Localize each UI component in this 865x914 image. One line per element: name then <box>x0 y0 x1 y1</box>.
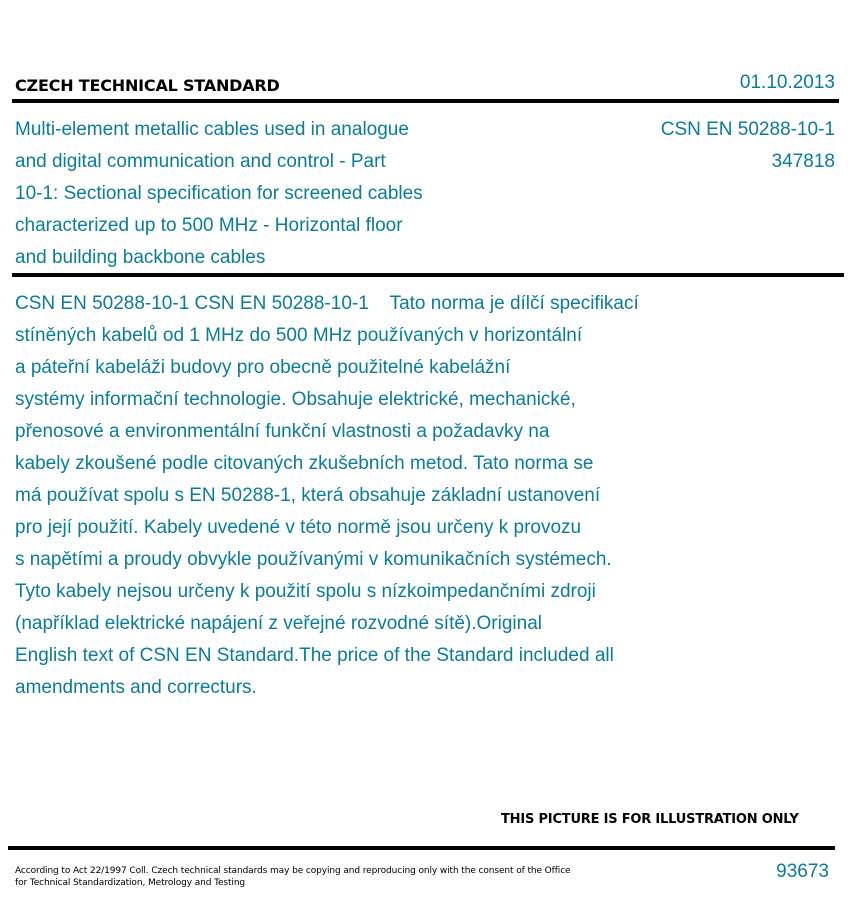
title-line: characterized up to 500 MHz - Horizontal floor <box>15 215 403 236</box>
header-divider <box>12 99 839 103</box>
abstract-line: pro její použití. Kabely uvedené v této normě jsou určeny k provozu <box>15 517 582 538</box>
abstract-text <box>15 288 775 704</box>
title-line: Multi-element metallic cables used in analogue <box>15 119 409 140</box>
standard-number: CSN EN 50288-10-1 <box>660 119 835 140</box>
abstract-line: a páteřní kabeláži budovy pro obecně použitelné kabelážní <box>15 357 511 378</box>
legal-line: for Technical Standardization, Metrology and Testing <box>15 878 246 888</box>
abstract-line: s napětími a proudy obvykle používanými v komunikačních systémech. <box>15 549 612 570</box>
title-line: 10-1: Sectional specification for screened cables <box>15 183 423 204</box>
legal-line: According to Act 22/1997 Coll. Czech technical standards may be copying and reproducing only with the consent of the Office <box>15 866 571 876</box>
abstract-line: CSN EN 50288-10-1 CSN EN 50288-10-1 Tato norma je dílčí specifikací <box>15 293 639 314</box>
header-title: CZECH TECHNICAL STANDARD <box>15 76 280 95</box>
abstract-line: amendments and correcturs. <box>15 677 257 698</box>
abstract-line: stíněných kabelů od 1 MHz do 500 MHz používaných v horizontální <box>15 325 583 346</box>
abstract-line: má používat spolu s EN 50288-1, která obsahuje základní ustanovení <box>15 485 601 506</box>
abstract-line: Tyto kabely nejsou určeny k použití spolu s nízkoimpedančními zdroji <box>15 581 596 602</box>
footer-divider <box>8 846 835 850</box>
abstract-line: systémy informační technologie. Obsahuje elektrické, mechanické, <box>15 389 576 410</box>
title-line: and building backbone cables <box>15 247 266 268</box>
illustration-note: THIS PICTURE IS FOR ILLUSTRATION ONLY <box>501 812 799 827</box>
catalog-number: 347818 <box>771 151 835 172</box>
abstract-line: (například elektrické napájení z veřejné rozvodné sítě).Original <box>15 613 542 634</box>
document-title <box>15 114 495 274</box>
abstract-line: přenosové a environmentální funkční vlastnosti a požadavky na <box>15 421 550 442</box>
standard-identifiers <box>661 114 835 178</box>
abstract-line: English text of CSN EN Standard.The price of the Standard included all <box>15 645 614 666</box>
legal-notice <box>15 865 615 889</box>
title-line: and digital communication and control - Part <box>15 151 386 172</box>
abstract-line: kabely zkoušené podle citovaných zkušebních metod. Tato norma se <box>15 453 594 474</box>
title-divider <box>12 273 844 277</box>
footer-code: 93673 <box>776 861 829 882</box>
publication-date: 01.10.2013 <box>739 72 835 93</box>
